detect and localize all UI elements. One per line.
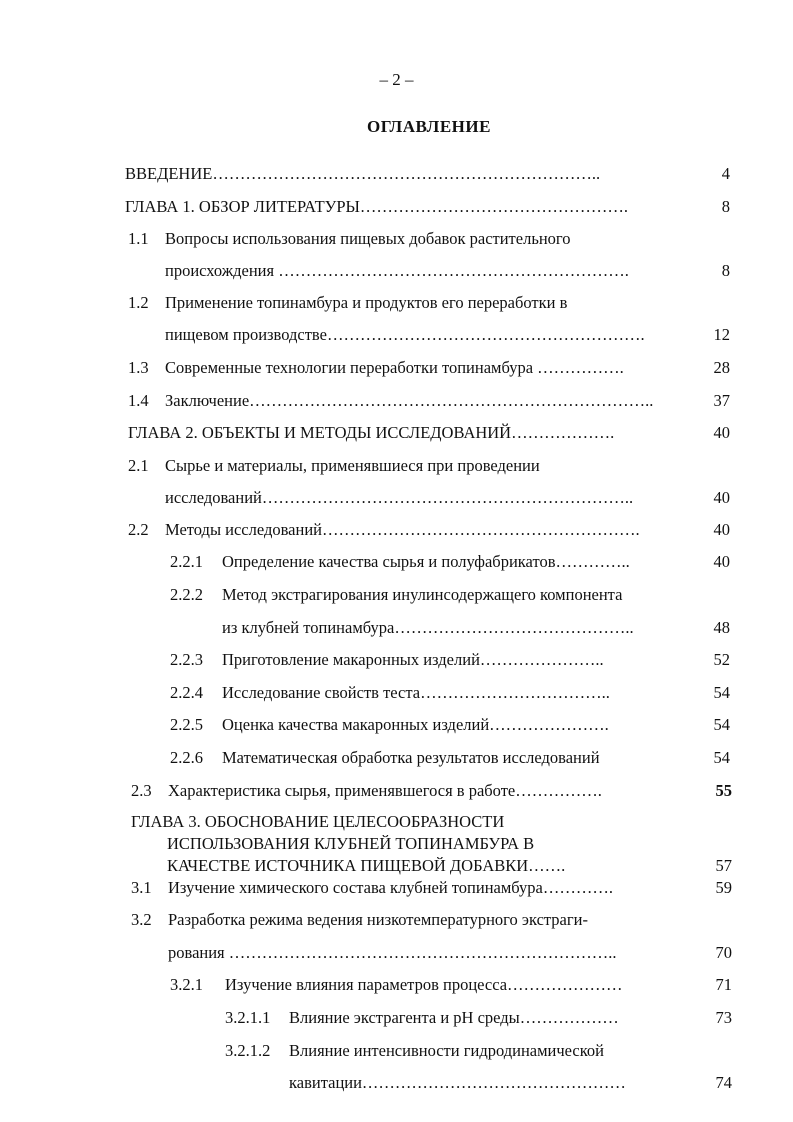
toc-page-number: 40 <box>713 423 730 442</box>
toc-section-number: 2.2 <box>128 520 149 539</box>
toc-section-number: 3.1 <box>131 878 152 897</box>
toc-entry-text: Разработка режима ведения низкотемпературного экстраги- <box>168 910 588 929</box>
toc-section-number: 2.2.4 <box>170 683 203 702</box>
toc-page-number: 70 <box>715 943 732 962</box>
toc-section-number: 1.3 <box>128 358 149 377</box>
toc-page-number: 48 <box>713 618 730 637</box>
toc-page-number: 59 <box>715 878 732 897</box>
toc-page-number: 8 <box>721 261 730 280</box>
toc-entry-text: Изучение влияния параметров процесса………………… <box>225 975 623 994</box>
toc-page-number: 54 <box>713 715 730 734</box>
toc-section-number: 1.1 <box>128 229 149 248</box>
toc-entry-text: Изучение химического состава клубней топинамбура…………. <box>168 878 614 897</box>
toc-page-number: 55 <box>715 781 732 800</box>
toc-page-number: 73 <box>715 1008 732 1027</box>
toc-page-number: 52 <box>713 650 730 669</box>
toc-page-number: 40 <box>713 552 730 571</box>
toc-entry-text: кавитации………………………………………… <box>289 1073 626 1092</box>
toc-page-number: 40 <box>713 520 730 539</box>
toc-page-number: 57 <box>715 856 732 875</box>
toc-page-number: 40 <box>713 488 730 507</box>
toc-entry-text: Сырье и материалы, применявшиеся при проведении <box>165 456 540 475</box>
toc-section-number: 2.2.6 <box>170 748 203 767</box>
toc-entry-text: Применение топинамбура и продуктов его переработки в <box>165 293 568 312</box>
toc-entry-text: Вопросы использования пищевых добавок растительного <box>165 229 571 248</box>
page-title: ОГЛАВЛЕНИЕ <box>367 117 491 136</box>
toc-page-number: 54 <box>713 748 730 767</box>
toc-entry-text: Определение качества сырья и полуфабрикатов………….. <box>222 552 630 571</box>
toc-entry-text: ГЛАВА 1. ОБЗОР ЛИТЕРАТУРЫ…………………………………………. <box>125 197 629 216</box>
toc-section-number: 3.2.1.1 <box>225 1008 271 1027</box>
toc-section-number: 1.2 <box>128 293 149 312</box>
toc-entry-text: ГЛАВА 2. ОБЪЕКТЫ И МЕТОДЫ ИССЛЕДОВАНИЙ………………. <box>128 423 615 442</box>
toc-entry-text: Влияние интенсивности гидродинамической <box>289 1041 604 1060</box>
toc-entry-text: Методы исследований…………………………………………………. <box>165 520 640 539</box>
toc-entry-text: ГЛАВА 3. ОБОСНОВАНИЕ ЦЕЛЕСООБРАЗНОСТИ <box>131 813 505 831</box>
toc-section-number: 2.2.3 <box>170 650 203 669</box>
toc-page-number: 54 <box>713 683 730 702</box>
toc-entry-text: из клубней топинамбура…………………………………….. <box>222 618 634 637</box>
toc-entry-text: рования …………………………………………………………….. <box>168 943 617 962</box>
toc-entry-text: КАЧЕСТВЕ ИСТОЧНИКА ПИЩЕВОЙ ДОБАВКИ……. <box>167 857 566 875</box>
toc-section-number: 2.3 <box>131 781 152 800</box>
toc-entry-text: Метод экстрагирования инулинсодержащего компонента <box>222 585 623 604</box>
toc-section-number: 2.2.5 <box>170 715 203 734</box>
toc-entry-text: Современные технологии переработки топинамбура ……………. <box>165 358 624 377</box>
toc-entry-text: пищевом производстве…………………………………………………. <box>165 325 645 344</box>
toc-entry-text: Оценка качества макаронных изделий…………………. <box>222 715 609 734</box>
toc-entry-text: ВВЕДЕНИЕ…………………………………………………………….. <box>125 164 601 183</box>
toc-entry-text: Математическая обработка результатов исследований <box>222 748 600 767</box>
toc-entry-text: Заключение……………………………………………………………….. <box>165 391 654 410</box>
toc-page-number: 71 <box>715 975 732 994</box>
toc-section-number: 3.2.1.2 <box>225 1041 271 1060</box>
toc-section-number: 1.4 <box>128 391 149 410</box>
toc-page-number: 8 <box>721 197 730 216</box>
toc-page-number: 37 <box>713 391 730 410</box>
page-number: – 2 – <box>379 70 414 89</box>
toc-section-number: 3.2.1 <box>170 975 203 994</box>
toc-page-number: 12 <box>713 325 730 344</box>
toc-entry-text: ИСПОЛЬЗОВАНИЯ КЛУБНЕЙ ТОПИНАМБУРА В <box>167 835 535 853</box>
toc-entry-text: Исследование свойств теста…………………………….. <box>222 683 610 702</box>
toc-page-number: 4 <box>721 164 730 183</box>
toc-section-number: 3.2 <box>131 910 152 929</box>
toc-entry-text: исследований………………………………………………………….. <box>165 488 634 507</box>
toc-entry-text: Характеристика сырья, применявшегося в работе……………. <box>168 781 602 800</box>
toc-page-number: 28 <box>713 358 730 377</box>
toc-page-number: 74 <box>715 1073 732 1092</box>
toc-section-number: 2.2.2 <box>170 585 203 604</box>
toc-entry-text: происхождения ………………………………………………………. <box>165 261 629 280</box>
toc-entry-text: Приготовление макаронных изделий………………….. <box>222 650 604 669</box>
toc-section-number: 2.1 <box>128 456 149 475</box>
toc-entry-text: Влияние экстрагента и pH среды……………… <box>289 1008 619 1027</box>
toc-section-number: 2.2.1 <box>170 552 203 571</box>
